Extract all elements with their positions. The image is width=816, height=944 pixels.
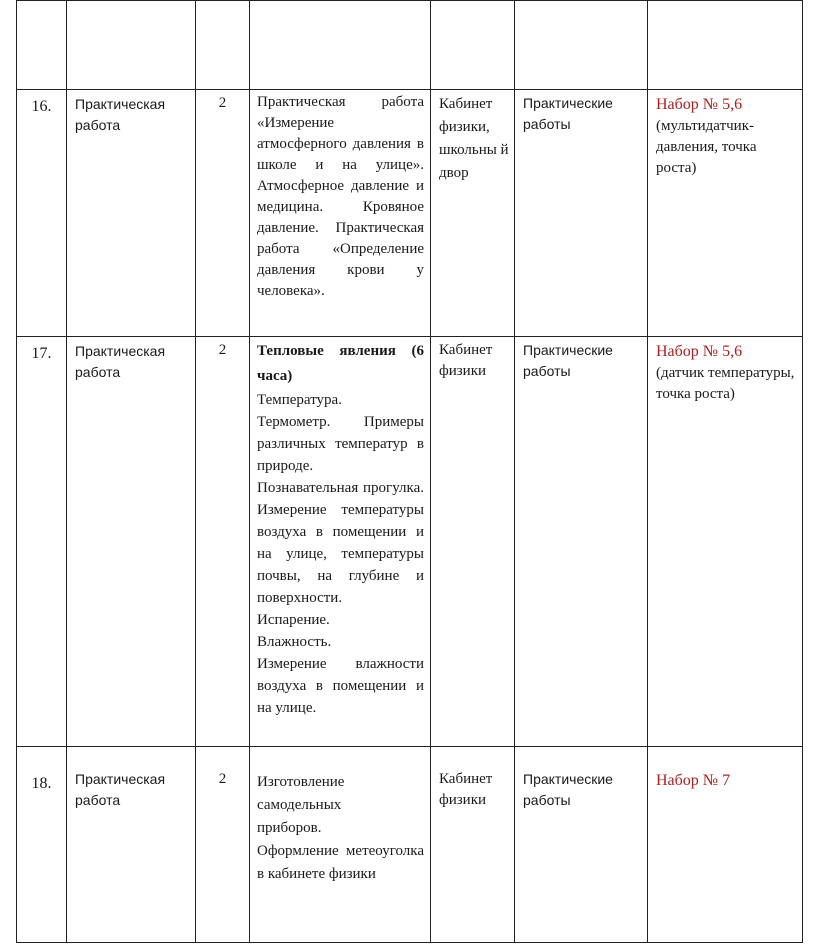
header-cell <box>17 1 67 90</box>
content-paragraph: Изготовление самодельных приборов. <box>257 774 345 836</box>
equipment-cell <box>648 337 803 747</box>
lesson-type: Практическая работа <box>67 337 196 747</box>
header-cell <box>250 1 431 90</box>
lesson-hours: 2 <box>196 337 250 747</box>
header-cell <box>67 1 196 90</box>
content-paragraph: Испарение. <box>257 612 330 628</box>
equipment-kit-detail: (датчик температуры, точка роста) <box>656 365 795 402</box>
content-paragraph: Оформление метеоуголка в кабинете физики <box>257 843 424 882</box>
lesson-content <box>250 337 431 747</box>
lesson-hours: 2 <box>196 90 250 337</box>
header-cell <box>515 1 648 90</box>
lesson-content <box>250 90 431 337</box>
equipment-cell <box>648 90 803 337</box>
lesson-hours: 2 <box>196 747 250 943</box>
content-paragraph: Практическая работа «Измерение атмосферного давления в школе и на улице». Атмосферное давление и медицина. Кровяное давление. Практическая работа «Определение давления крови у человека». <box>257 94 424 299</box>
header-cell <box>648 1 803 90</box>
content-paragraph: Температура. <box>257 392 342 408</box>
lesson-form: Практические работы <box>515 747 648 943</box>
content-paragraph: Влажность. <box>257 634 332 650</box>
table-row <box>17 90 803 337</box>
equipment-kit-detail: (мультидатчик-давления, точка роста) <box>656 118 757 176</box>
content-heading: Тепловые явления (6 часа) <box>257 343 424 384</box>
content-paragraph: Термометр. Примеры различных температур в природе. <box>257 414 424 474</box>
lesson-type: Практическая работа <box>67 747 196 943</box>
equipment-kit-title: Набор № 5,6 <box>656 96 743 113</box>
table-header-row <box>17 1 803 90</box>
table-row <box>17 747 803 943</box>
content-paragraph: Познавательная прогулка. Измерение температуры воздуха в помещении и на улице, температуры почвы, на глубине и поверхности. <box>257 480 424 606</box>
row-number: 18. <box>17 747 67 943</box>
row-number: 17. <box>17 337 67 747</box>
header-cell <box>196 1 250 90</box>
lesson-place: Кабинет физики, школьны й двор <box>431 90 515 337</box>
content-paragraph: Измерение влажности воздуха в помещении и на улице. <box>257 656 424 716</box>
lesson-type: Практическая работа <box>67 90 196 337</box>
table-row <box>17 337 803 747</box>
equipment-kit-title: Набор № 5,6 <box>656 343 743 360</box>
lesson-form: Практические работы <box>515 90 648 337</box>
lesson-plan-table <box>16 0 803 943</box>
equipment-cell <box>648 747 803 943</box>
lesson-place: Кабинет физики <box>431 747 515 943</box>
equipment-kit-title: Набор № 7 <box>656 772 731 789</box>
row-number: 16. <box>17 90 67 337</box>
lesson-content <box>250 747 431 943</box>
lesson-form: Практические работы <box>515 337 648 747</box>
lesson-place: Кабинет физики <box>431 337 515 747</box>
header-cell <box>431 1 515 90</box>
